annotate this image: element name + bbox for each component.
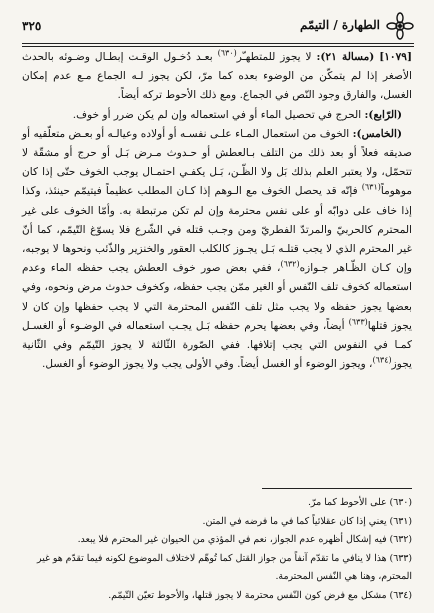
- paragraph-text: بعـد دُخـول الوقـت إبطـال وضـوئه بالحدث الأصغر إذا لم يتمكّن من الوضوء بعده كما مرّ، لكن يجوز لـه الجماع مـع عدم إمكان الغسل، والفارق وجود النّص في الجماع. ومع ذلك الأحوط تركه أيضاً.: [22, 51, 412, 102]
- footnote-ref[interactable]: (٦٣٣): [348, 317, 368, 327]
- flower-ornament-icon: [386, 12, 414, 40]
- paragraph-fifth: [22, 125, 412, 375]
- paragraph-text: الخوف من استعمال المـاء علـى نفسـه أو أولاده وعيالـه أو بعـض متعلّقيه أو صديقه فعلاً أو بعد ذلك من التلف بـالعطش أو حـدوث مـرض بَـل أو حرج أو مشقّة لا تتحمّل، ولا يعتبر العلم بذلك بَل ولا الظّـن، بَـل يكفـي احتمـال يوجب الخوف حتّى إذا كان موهوماً: [22, 127, 412, 198]
- section-label: (الخامس):: [352, 127, 402, 140]
- paragraph-text: ، ويجوز الوضوء أو الغسل أيضاً. وفي الأولى يجب ولا يجوز الوضوء أو الغسل.: [42, 358, 373, 371]
- issue-label: (مسالة ٢١):: [316, 51, 375, 63]
- main-text: [22, 48, 412, 374]
- footnotes: [22, 494, 412, 605]
- section-label: (الرّابع):: [364, 108, 402, 121]
- paragraph-text: الحرج في تحصيل الماء أو في استعماله وإن لم يكن ضرر أو خوف.: [72, 108, 365, 121]
- paragraph-issue-21: [22, 48, 412, 106]
- footnote-item: (٦٣٣) هذا لا ينافي ما تقدّم آنفاً من جواز القتل كما تُوهّم لاختلاف الموضوع لكونه فيما تقدّم هو غير المحترم، وهنا هي النّفس المحترمة.: [37, 552, 412, 582]
- footnote-ref[interactable]: (٦٣١): [361, 182, 381, 192]
- footnote-item: (٦٣٤) مشكل مع فرض كون النّفس محترمة لا يجوز قتلها، والأحوط تعيّن التّيمّم.: [108, 589, 412, 601]
- footnote-item: (٦٣١) يعني إذا كان عقلائياً كما في ما فرضه في المتن.: [202, 515, 412, 527]
- page-number: ٣٢٥: [22, 19, 42, 33]
- issue-number: [١٠٧٩]: [379, 51, 412, 63]
- footnote-item: (٦٣٠) على الأحوط كما مرّ.: [307, 497, 412, 508]
- paragraph-text: فإنّه قد يحصل الخوف مع الـوهم إذا كـان المطلب عظيماً فيتيمّم حينئذ، وكذا إذا خاف على دوابّه أو على نفس محترمة وإن لم تكن مرتبطة به. وأمّا الخوف على غير المحترم كالحربيّ والمرتدّ الفطريّ ومن وجـب قتله في الشّرع فلا يسوّغ التّيمّم، كما أنّ غير المحترم الذي لا يجب قتلـه بَـل يجـوز كالكلب العقور والخنزير والذّئب ونحوها لا يوجبه، وإن كـان الظّـاهر جـوازه: [22, 185, 412, 275]
- paragraph-fourth: [22, 106, 412, 125]
- paragraph-text: لا يجوز للمتطهـّر: [236, 51, 317, 63]
- header-rule: [22, 43, 414, 44]
- header-rule-thin: [22, 46, 414, 47]
- page-header: [22, 12, 414, 42]
- paragraph-text: أيضاً، وفي بعضها يحرم حفظه بَـل يجـب استعماله في الوضـوء أو الغسـل كمـا في النفوس التي يجب إتلافها. ففي الصّورة الثّالثة لا يجوز التّيمّم وفي الثّانية يجوز: [22, 319, 412, 371]
- running-title: الطهارة / التيمّم: [300, 18, 380, 32]
- footnote-item: (٦٣٢) فيه إشكال أظهره عدم الجواز، نعم في المؤذي من الحيوان غير المحترم فلا يبعد.: [77, 534, 412, 545]
- footnote-ref[interactable]: (٦٣٠): [217, 48, 237, 58]
- paragraph-text: ، ففي بعض صور خوف العطش يجب حفظه الماء وعدم استعماله كخوف تلف النّفس أو الغير ممّن يجب حفظه، وكخوف حدوث مرض ونحوه، وفي بعضها يجوز حفظه ولا يجب مثل تلف النّفس المحترمة التي لا يجب حفظها وإن كان لا يجوز قتلها: [22, 262, 413, 332]
- footnote-ref[interactable]: (٦٣٢): [280, 259, 300, 269]
- footnote-ref[interactable]: (٦٣٤): [372, 355, 392, 365]
- footnote-rule: [262, 488, 412, 489]
